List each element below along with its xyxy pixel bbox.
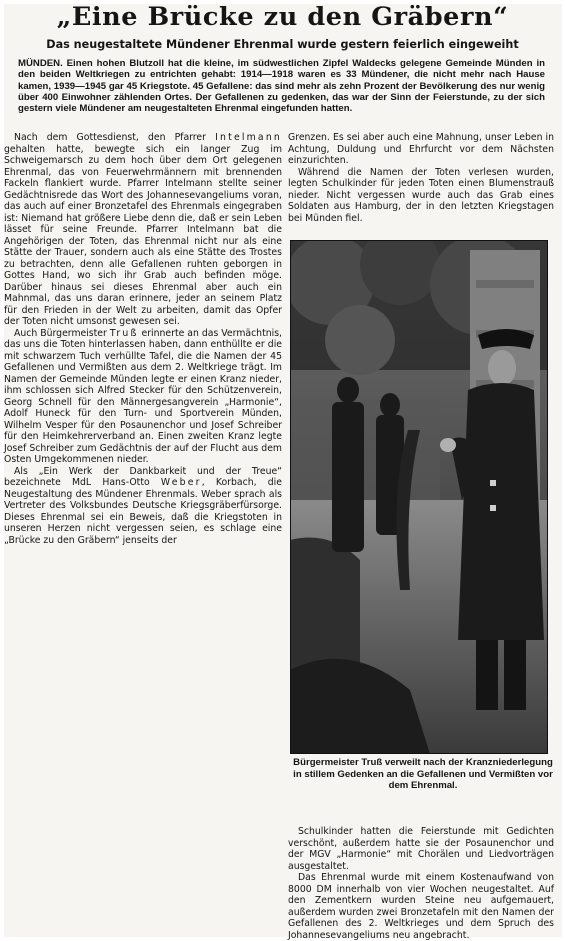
right-bottom-paragraph-1: Schulkinder hatten die Feierstunde mit Gedichten verschönt, außerdem hatte sie der Posaunenchor und der MGV „Harmonie“ mit Chorälen und Liedvorträgen ausgestaltet. xyxy=(288,826,554,872)
left-paragraph-3: Als „Ein Werk der Dankbarkeit und der Treue“ bezeichnete MdL Hans-Otto Weber, Korbach, die Neugestaltung des Mündener Ehrenmals. Weber sprach als Vertreter des Volksbundes Deutsche Kriegsgräberfürsorge. Dieses Ehrenmal sei ein Beweis, daß die Kriegstoten in unseren Herzen nicht vergessen seien, es schlage eine „Brücke zu den Gräbern“ jenseits der xyxy=(4,465,282,546)
right-paragraph-1: Grenzen. Es sei aber auch eine Mahnung, unser Leben in Achtung, Duldung und Ehrfurcht vor dem Nächsten einzurichten. xyxy=(288,132,554,166)
article-left-column xyxy=(4,132,282,546)
pastor-name: Intelmann xyxy=(215,132,282,143)
article-right-column-top xyxy=(288,132,554,224)
right-bottom-paragraph-2: Das Ehrenmal wurde mit einem Kostenaufwand von 8000 DM innerhalb von vier Wochen neugestaltet. Auf den Zementkern wurden Steine neu aufgemauert, außerdem wurden zwei Bronzetafeln mit den Namen der Gefallenen des 2. Weltkrieges und dem Spruch des Johannesevangeliums neu angebracht. xyxy=(288,872,554,941)
left-paragraph-1: Nach dem Gottesdienst, den Pfarrer Intelmann gehalten hatte, bewegte sich ein langer Zug im Schweigemarsch zu dem hoch über dem Ort gelegenen Ehrenmal, das von Feuerwehrmännern mit brennenden Fackeln flankiert wurde. Pfarrer Intelmann stellte seiner Gedächtnisrede das Wort des Johannesevangeliums voran, das auch auf einer Bronzetafel des Ehrenmals eingegraben ist: Niemand hat größere Liebe denn die, daß er sein Leben lässet für seine Freunde. Pfarrer Intelmann bat die Angehörigen der Toten, das Ehrenmal nicht nur als eine Stätte der Trauer, sondern auch als eine Stätte des Trostes zu betrachten, denn alle Gefallenen ruhten geborgen in Gottes Hand, wo sich ihr Grab auch befinden möge. Darüber hinaus sei dieses Ehrenmal aber auch ein Mahnmal, das uns daran erinnere, jeder an seinem Platz für den Frieden in der Welt zu arbeiten, damit das Opfer der Toten nicht umsonst gewesen sei. xyxy=(4,132,282,327)
photo-caption: Bürgermeister Truß verweilt nach der Kranzniederlegung in stillem Gedenken an die Gefallenen und Vermißten vor dem Ehrenmal. xyxy=(293,757,553,791)
mayor-name: Truß xyxy=(109,327,139,339)
article-lead-paragraph: MÜNDEN. Einen hohen Blutzoll hat die kleine, im südwestlichen Zipfel Waldecks gelegene Gemeinde Münden in den beiden Weltkriegen zu entrichten gehabt: 1914—1918 waren es 33 Mündener, die nicht mehr nach Hause kamen, 1939—1945 gar 45 Kriegstote. 45 Gefallene: das sind mehr als zehn Prozent der Bevölkerung des nur wenig über 400 Einwohner zählenden Ortes. Der Gefallenen zu gedenken, das war der Sinn der Feierstunde, zu der sich gestern viele Mündener am neugestalteten Ehrenmal eingefunden hatten. xyxy=(18,58,545,115)
right-paragraph-2: Während die Namen der Toten verlesen wurden, legten Schulkinder für jeden Toten einen Blumenstrauß nieder. Nicht vergessen wurde auch das Grab eines Soldaten aus Hamburg, der in den letzten Kriegstagen bei Münden fiel. xyxy=(288,166,554,224)
memorial-photo xyxy=(290,240,548,754)
article-headline: „Eine Brücke zu den Gräbern“ xyxy=(56,2,509,32)
article-subheadline: Das neugestaltete Mündener Ehrenmal wurde gestern feierlich eingeweiht xyxy=(46,38,519,51)
left-paragraph-2: Auch Bürgermeister Truß erinnerte an das Vermächtnis, das uns die Toten hinterlassen haben, dann enthüllte er die mit schwarzem Tuch verhüllte Tafel, die die Namen der 45 Gefallenen und Vermißten aus dem 2. Weltkriege trägt. Im Namen der Gemeinde Münden legte er einen Kranz nieder, ihm schlossen sich Alfred Stecker für den Schützenverein, Georg Schnell für den Männergesangverein „Harmonie“, Adolf Huneck für den Turn- und Sportverein Münden, Wilhelm Vesper für den Posaunenchor und Josef Schreiber für den Heimkehrerverband an. Einen zweiten Kranz legte Josef Schreiber zum Gedächtnis der auf der Flucht aus dem Osten Umgekommenen nieder. xyxy=(4,327,282,465)
mdl-name: Weber xyxy=(160,477,202,488)
memorial-photo-image xyxy=(290,240,548,754)
article-right-column-bottom xyxy=(288,826,554,941)
